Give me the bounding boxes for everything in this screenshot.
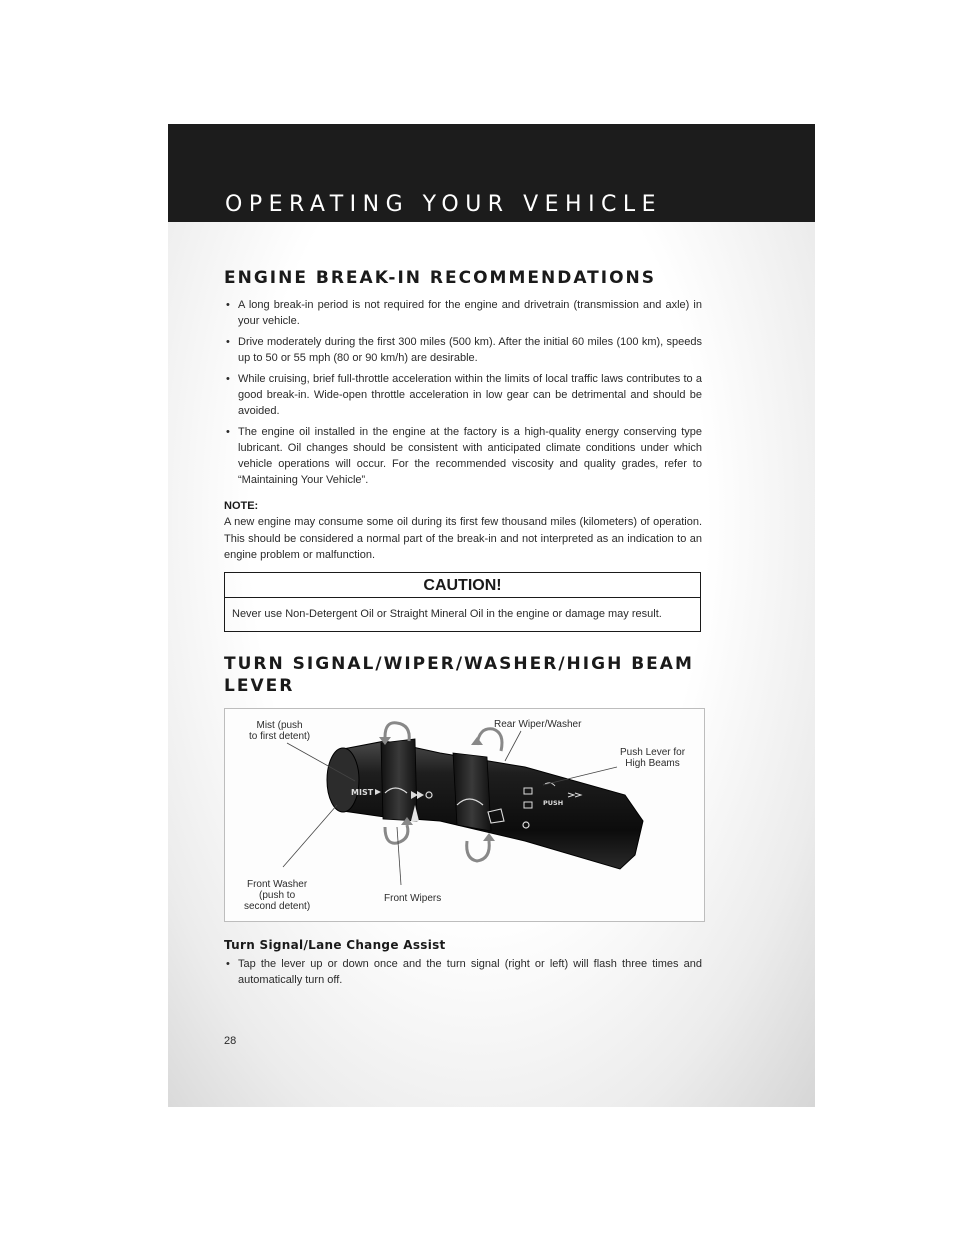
mist-callout-line1: Mist (push [256, 720, 303, 731]
lever-figure [224, 708, 705, 922]
turn-signal-list [224, 956, 702, 988]
section-title: OPERATING YOUR VEHICLE [225, 192, 663, 217]
section-header-bar [168, 124, 815, 222]
lever-mist-text: MIST [351, 788, 374, 797]
list-item: • A long break-in period is not required for the engine and drivetrain (transmission and axle) in your vehicle. [224, 297, 702, 329]
rear-wiper-callout: Rear Wiper/Washer [494, 719, 582, 730]
lever-section-heading-block [224, 653, 702, 697]
list-item: • Tap the lever up or down once and the turn signal (right or left) will flash three times and automatically turn off. [224, 956, 702, 988]
turn-signal-subsection [224, 938, 702, 993]
lever-heading-line2: LEVER [224, 676, 295, 696]
front-washer-callout-line3: second detent) [244, 901, 311, 912]
lever-heading-line1: TURN SIGNAL/WIPER/WASHER/HIGH BEAM [224, 654, 694, 674]
list-item: • Drive moderately during the first 300 miles (500 km). After the initial 60 miles (100 km), speeds up to 50 or 55 mph (80 or 90 km/h) are desirable. [224, 334, 702, 366]
push-lever-callout [620, 747, 685, 769]
caution-text: Never use Non-Detergent Oil or Straight Mineral Oil in the engine or damage may result. [232, 608, 662, 620]
page-number: 28 [224, 1035, 237, 1047]
list-item: • The engine oil installed in the engine at the factory is a high-quality energy conserving type lubricant. Oil changes should be consistent with anticipated climate conditions under which vehicle operations will occur. For the recommended viscosity and quality grades, refer to “Maintaining Your Vehicle”. [224, 424, 702, 488]
caution-title: CAUTION! [225, 573, 700, 598]
note-label: NOTE: [224, 500, 259, 512]
mist-callout [249, 720, 310, 742]
caution-box [224, 572, 701, 632]
engine-breakin-list [224, 297, 702, 488]
push-lever-callout-line1: Push Lever for [620, 747, 686, 758]
engine-breakin-heading: ENGINE BREAK-IN RECOMMENDATIONS [224, 268, 657, 288]
front-washer-callout-line2: (push to [259, 890, 296, 901]
push-lever-callout-line2: High Beams [625, 758, 680, 769]
turn-signal-subheading: Turn Signal/Lane Change Assist [224, 938, 446, 952]
note-text: A new engine may consume some oil during its first few thousand miles (kilometers) of operation. This should be considered a normal part of the break-in and not interpreted as an indication to an engine problem or malfunction. [224, 516, 702, 561]
front-washer-callout-line1: Front Washer [246, 879, 308, 890]
front-wipers-callout: Front Wipers [384, 893, 442, 904]
list-item: • While cruising, brief full-throttle acceleration within the limits of local traffic laws contributes to a good break-in. Wide-open throttle acceleration in low gear can be detrimental and should be avoided. [224, 371, 702, 419]
lever-push-text: PUSH [543, 799, 564, 807]
manual-page [168, 124, 815, 1107]
mist-callout-line2: to first detent) [249, 731, 311, 742]
front-washer-callout [244, 879, 310, 912]
engine-breakin-section [224, 267, 702, 564]
